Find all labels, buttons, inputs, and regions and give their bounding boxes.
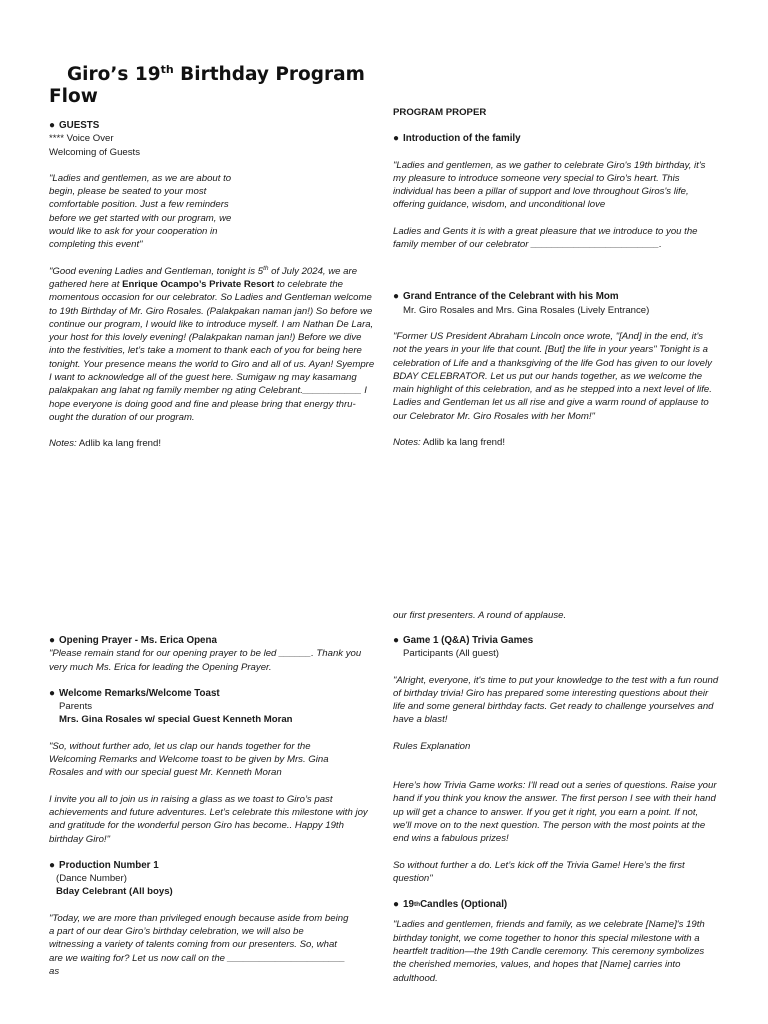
welcome-speakers: Mrs. Gina Rosales w/ special Guest Kenneth Moran [59,714,293,726]
seating-paragraph: "Ladies and gentlemen, as we are about to begin, please be seated to your most comfortable position. Just a few reminders before we get started with our program, we would like to ask for your cooperation in completing this event" [49,172,232,251]
opening-prayer-heading: ● Opening Prayer - Ms. Erica Opena [49,635,217,646]
candles-heading: ● 19 th Candles (Optional) [393,899,508,911]
rules-explanation-label: Rules Explanation [393,740,471,752]
production-number-subtitle: (Dance Number) [56,873,127,885]
trivia-kickoff-paragraph: So without further a do. Let’s kick off the Trivia Game! Here’s the first question" [393,859,685,884]
trivia-participants: Participants (All guest) [403,648,499,660]
welcome-remarks-heading: ● Welcome Remarks/Welcome Toast [49,687,220,699]
production-number-paragraph: "Today, we are more than privileged enough because aside from being a part of our dear Giro’s birthday celebration, we will also be witnessing a variety of talents coming from our presenters. So, what are we waiting for? Let us now call on the ______________________ as [49,912,349,977]
venue-name: Enrique Ocampo’s Private Resort [122,278,275,290]
trivia-rules-paragraph: Here’s how Trivia Game works: I'll read out a series of questions. Raise your hand if you think you know the answer. The first person I see with their hand up will get a chance to answer. If you get it right, you earn a point. If not, we'll move on to the next question. The person with the most points at the end wins a fabulous prizes! [393,780,717,845]
grand-entrance-subtitle: Mr. Giro Rosales and Mrs. Gina Rosales (Lively Entrance) [403,304,650,316]
voice-over-line: **** Voice Over [49,133,114,145]
guests-section [49,119,379,451]
welcome-remarks-paragraph: "So, without further ado, let us clap our hands together for the Welcoming Remarks and Welcome toast to be given by Mrs. Gina Rosales and with our special guest Mr. Kenneth Moran [49,740,329,779]
bullet-icon: ● [49,635,56,646]
page-title: Giro’s 19th Birthday Program Flow [49,63,365,107]
opening-section [49,634,379,978]
bullet-icon: ● [393,899,400,911]
bullet-icon: ● [393,133,400,145]
grand-entrance-heading: ● Grand Entrance of the Celebrant with his Mom [393,291,619,303]
notes-line: Notes: Adlib ka lang frend! [393,437,506,449]
opening-prayer-paragraph: "Please remain stand for our opening prayer to be led ______. Thank you very much Ms. Erica for leading the Opening Prayer. [49,648,362,673]
carry-over-line: our first presenters. A round of applause. [393,610,567,621]
bullet-icon: ● [393,291,400,303]
intro-family-heading: ● Introduction of the family [393,133,521,145]
bullet-icon: ● [49,687,56,699]
welcome-speech-paragraph: "Good evening Ladies and Gentleman, tonight is 5th of July 2024, we are gathered here at Enrique Ocampo’s Private Resort to celebrate the momentous occasion for our celebrator. So Ladies and Gentleman welcome to 19th Birthday of Mr. Giro Rosales. (Palakpakan naman jan!) So before we continue our program, I would like to introduce myself. I am Nathan De Lara, your host for this lovely evening! (Palakpakan naman jan!) Before we dive into the festivities, let’s take a moment to thank each of you for being here tonight. Your presence means the world to Giro and all of us. Ayan! Syempre I want to acknowledge all of the guest here. Sumigaw ng may kasamang palakpakan ang lahat ng family member ng ating Celebrant.___________ I hope everyone is doing good and fine and please bring that energy thru-ought the duration of our program. [49,264,375,423]
intro-family-paragraph: "Ladies and gentlemen, as we gather to celebrate Giro's 19th birthday, it's my pleasure to introduce someone very special to Giro's heart. This individual has been a pillar of support and love throughout Giros's life, offering guidance, wisdom, and unconditional love [393,159,706,211]
production-number-heading: ● Production Number 1 [49,859,159,871]
notes-line: Notes: Adlib ka lang frend! [49,438,162,450]
welcome-parents-label: Parents [59,701,93,713]
games-section [393,634,719,985]
intro-family-paragraph-2: Ladies and Gents it is with a great pleasure that we introduce to you the family member of our celebrator ________________________. [393,225,698,251]
bullet-icon: ● [49,120,56,131]
bullet-icon: ● [49,859,56,871]
welcoming-line: Welcoming of Guests [49,146,140,158]
trivia-game-heading: ● Game 1 (Q&A) Trivia Games [393,635,534,646]
production-performers: Bday Celebrant (All boys) [56,886,173,898]
bullet-icon: ● [393,635,400,646]
program-proper-section [393,106,719,449]
program-proper-heading: PROGRAM PROPER [393,107,487,118]
trivia-intro-paragraph: "Alright, everyone, it's time to put your knowledge to the test with a fun round of birthday trivia! Giro has prepared some interesting questions about their life and some general birthday facts. Get ready to challenge yourselves and have a blast! [393,674,719,726]
guests-heading: ● GUESTS [49,120,100,131]
grand-entrance-paragraph: "Former US President Abraham Lincoln once wrote, "[And] in the end, it's not the years in your life that count. [But] the life in your years" Tonight is a celebration of Life and a thanksgiving of the life God has given to our lovely BDAY CELEBRATOR. Let us put our hands together, as we welcome the main highlight of this celebration, and as he stepped into a next level of life. Ladies and Gentleman let us all rise and give a warm round of applause to our Celebrator Mr. Giro Rosales with her Mom!" [393,330,712,422]
welcome-toast-paragraph: I invite you all to join us in raising a glass as we toast to Giro’s past achievements and future adventures. Let’s celebrate this milestone with joy and gratitude for the wonderful person Giro has become.. Happy 19th birthday Giro!" [49,793,368,845]
candles-paragraph: "Ladies and gentlemen, friends and family, as we celebrate [Name]'s 19th birthday tonight, we come together to honor this special milestone with a heartfelt tradition—the 19th Candle ceremony. This ceremony symbolizes the cherished memories, values, and hopes that [Name] carries into adulthood. [393,919,705,984]
